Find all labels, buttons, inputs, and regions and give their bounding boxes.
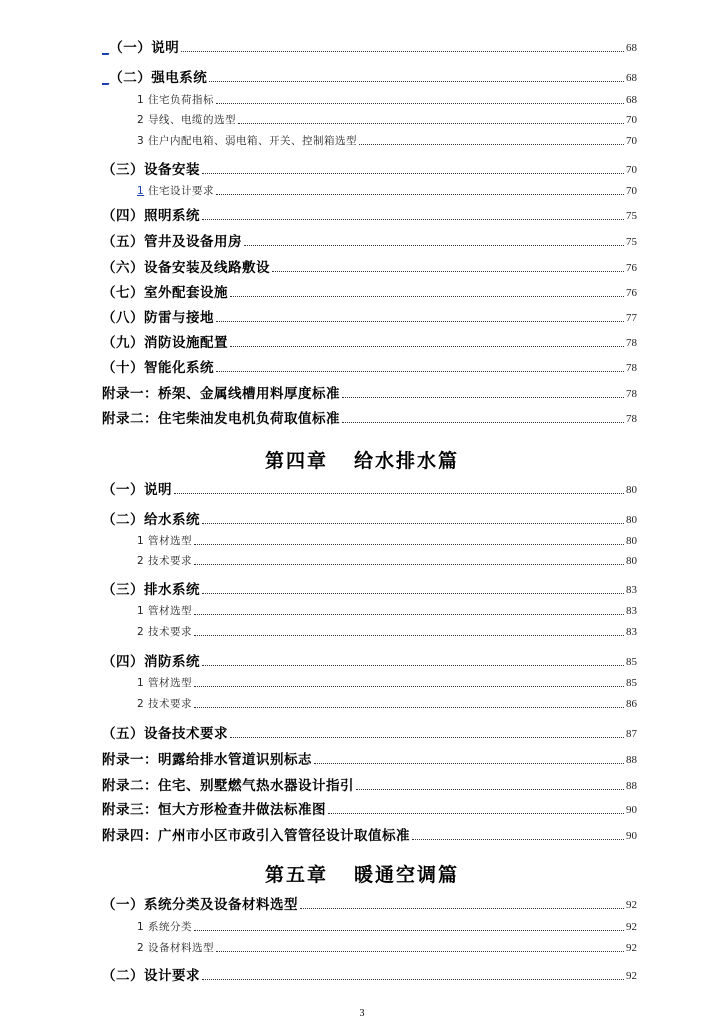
- toc-entry[interactable]: [102, 384, 637, 402]
- toc-entry-title: [102, 411, 340, 427]
- toc-entry-page: 80: [626, 555, 637, 567]
- toc-entry[interactable]: [102, 409, 637, 427]
- dot-leader: [342, 396, 624, 398]
- toc-entry-title: [102, 778, 354, 794]
- toc-entry-text: 2 导线、电缆的选型: [137, 114, 237, 126]
- toc-entry-page: 90: [626, 804, 637, 816]
- dot-leader: [194, 634, 624, 636]
- toc-entry[interactable]: [102, 333, 637, 351]
- dot-leader: [216, 193, 624, 195]
- dot-leader: [244, 244, 624, 246]
- toc-entry[interactable]: [137, 938, 637, 956]
- toc-entry-page: 75: [626, 210, 637, 222]
- dot-leader: [356, 788, 624, 790]
- page-number: 3: [359, 1008, 365, 1019]
- dot-leader: [230, 295, 624, 297]
- toc-entry-title: [102, 968, 200, 984]
- toc-entry[interactable]: [137, 673, 637, 691]
- toc-entry[interactable]: [137, 131, 637, 149]
- dot-leader: [230, 736, 624, 738]
- link-marker[interactable]: _: [102, 70, 110, 86]
- dot-leader: [216, 102, 624, 104]
- dot-leader: [359, 143, 624, 145]
- dot-leader: [202, 978, 624, 980]
- toc-entry-text: 附录一：明露给排水管道识别标志: [102, 752, 312, 768]
- toc-entry-text: （五）设备技术要求: [102, 726, 228, 742]
- dot-leader: [194, 929, 624, 931]
- toc-entry-title: [102, 512, 200, 528]
- toc-entry[interactable]: [102, 580, 637, 598]
- dot-leader: [300, 907, 624, 909]
- toc-entry-text: 附录二：住宅、别墅燃气热水器设计指引: [102, 778, 354, 794]
- toc-entry[interactable]: [137, 181, 637, 199]
- dot-leader: [216, 370, 624, 372]
- toc-entry-title: [137, 533, 192, 549]
- toc-entry-page: 75: [626, 236, 637, 248]
- toc-entry[interactable]: [102, 776, 637, 794]
- toc-entry[interactable]: [102, 800, 637, 818]
- toc-entry[interactable]: [102, 283, 637, 301]
- toc-entry[interactable]: [137, 694, 637, 712]
- toc-entry-page: 92: [626, 970, 637, 982]
- toc-entry-page: 85: [626, 677, 637, 689]
- toc-entry-text: 2 设备材料选型: [137, 942, 215, 954]
- toc-entry-text: 附录四：广州市小区市政引入管管径设计取值标准: [102, 828, 410, 844]
- toc-entry-text: （三）设备安装: [102, 162, 200, 178]
- toc-entry-title: [137, 919, 192, 935]
- dot-leader: [314, 762, 624, 764]
- toc-entry-text: 附录二：住宅柴油发电机负荷取值标准: [102, 411, 340, 427]
- toc-entry-title: [102, 828, 410, 844]
- toc-entry-text: （一）系统分类及设备材料选型: [102, 897, 298, 913]
- toc-entry-page: 80: [626, 535, 637, 547]
- toc-entry[interactable]: [137, 90, 637, 108]
- toc-entry-text: 1 系统分类: [137, 921, 193, 933]
- toc-entry-text: （二）设计要求: [102, 968, 200, 984]
- toc-entry-text: （六）设备安装及线路敷设: [102, 260, 270, 276]
- chapter-title: 暖通空调篇: [354, 864, 460, 886]
- toc-entry[interactable]: [137, 917, 637, 935]
- toc-entry-title: [102, 360, 214, 376]
- dot-leader: [194, 706, 624, 708]
- toc-entry-title: [137, 675, 192, 691]
- toc-entry[interactable]: [102, 750, 637, 768]
- toc-entry-page: 92: [626, 921, 637, 933]
- toc-entry-text: （四）照明系统: [102, 208, 200, 224]
- toc-entry-page: 70: [626, 164, 637, 176]
- toc-entry-title: [102, 752, 312, 768]
- toc-entry-text: （八）防雷与接地: [102, 310, 214, 326]
- toc-entry-title: [137, 940, 214, 956]
- toc-entry-title: [102, 335, 228, 351]
- toc-entry-text: 2 技术要求: [137, 555, 193, 567]
- toc-entry-title: [102, 482, 172, 498]
- chapter-title: 给水排水篇: [354, 450, 460, 472]
- toc-entry-text: （二）强电系统: [109, 70, 208, 86]
- dot-leader: [194, 563, 624, 565]
- toc-entry-page: 68: [626, 42, 637, 54]
- toc-entry-title: [102, 654, 200, 670]
- chapter-number: 第五章: [264, 864, 328, 886]
- toc-entry-page: 88: [626, 754, 637, 766]
- chapter-number: 第四章: [264, 450, 328, 472]
- toc-entry[interactable]: [137, 601, 637, 619]
- toc-entry-title: [102, 40, 179, 56]
- toc-entry-title: [137, 112, 236, 128]
- toc-entry-title: [137, 553, 192, 569]
- toc-entry-page: 76: [626, 287, 637, 299]
- toc-entry[interactable]: [102, 308, 637, 326]
- toc-entry-page: 68: [626, 72, 637, 84]
- toc-entry-page: 86: [626, 698, 637, 710]
- toc-entry-title: [137, 133, 357, 149]
- toc-entry-page: 88: [626, 780, 637, 792]
- toc-entry-text: （一）说明: [102, 482, 172, 498]
- toc-entry-text: （三）排水系统: [102, 582, 200, 598]
- toc-entry-page: 83: [626, 626, 637, 638]
- toc-entry-title: [137, 92, 214, 108]
- dot-leader: [174, 492, 624, 494]
- toc-entry[interactable]: [102, 206, 637, 224]
- toc-entry-page: 70: [626, 135, 637, 147]
- toc-entry[interactable]: [102, 510, 637, 528]
- toc-entry-page: 85: [626, 656, 637, 668]
- toc-entry-page: 80: [626, 484, 637, 496]
- toc-entry-page: 92: [626, 899, 637, 911]
- toc-entry-page: 78: [626, 413, 637, 425]
- toc-entry-page: 90: [626, 830, 637, 842]
- dot-leader: [230, 345, 624, 347]
- toc-entry[interactable]: [137, 110, 637, 128]
- toc-entry-title: [102, 310, 214, 326]
- toc-entry-text: （九）消防设施配置: [102, 335, 228, 351]
- toc-entry-text: 2 技术要求: [137, 626, 193, 638]
- dot-leader: [272, 270, 624, 272]
- toc-entry[interactable]: [102, 258, 637, 276]
- dot-leader: [202, 218, 624, 220]
- toc-entry-text: 1 管材选型: [137, 605, 193, 617]
- dot-leader: [342, 421, 624, 423]
- toc-entry-title: [102, 386, 340, 402]
- toc-entry-title: [102, 234, 242, 250]
- dot-leader: [194, 685, 624, 687]
- toc-entry-text: 住宅设计要求: [144, 185, 215, 197]
- toc-entry-text: （七）室外配套设施: [102, 285, 228, 301]
- toc-entry[interactable]: [137, 551, 637, 569]
- dot-leader: [202, 664, 624, 666]
- toc-entry[interactable]: [102, 966, 637, 984]
- toc-entry[interactable]: [102, 232, 637, 250]
- dot-leader: [194, 613, 624, 615]
- toc-entry-title: [102, 162, 200, 178]
- toc-entry-text: （十）智能化系统: [102, 360, 214, 376]
- toc-entry-title: [137, 183, 214, 199]
- toc-entry[interactable]: [102, 68, 637, 86]
- dot-leader: [202, 592, 624, 594]
- toc-entry-title: [137, 603, 192, 619]
- toc-entry-page: 70: [626, 114, 637, 126]
- dot-leader: [328, 812, 624, 814]
- toc-entry[interactable]: [137, 622, 637, 640]
- link-marker[interactable]: _: [102, 40, 110, 56]
- toc-entry-text: 2 技术要求: [137, 698, 193, 710]
- toc-entry-text: 1 住宅负荷指标: [137, 94, 215, 106]
- toc-entry-title: [102, 582, 200, 598]
- toc-entry[interactable]: [102, 480, 637, 498]
- chapter-heading: [0, 446, 724, 473]
- toc-entry-text: 1 管材选型: [137, 535, 193, 547]
- toc-entry-page: 76: [626, 262, 637, 274]
- toc-entry[interactable]: [102, 724, 637, 742]
- dot-leader: [202, 522, 624, 524]
- toc-entry-page: 68: [626, 94, 637, 106]
- toc-entry-page: 77: [626, 312, 637, 324]
- toc-entry-text: （二）给水系统: [102, 512, 200, 528]
- toc-entry[interactable]: [102, 652, 637, 670]
- link-marker[interactable]: 1: [137, 185, 145, 197]
- toc-entry-title: [137, 696, 192, 712]
- toc-entry-page: 87: [626, 728, 637, 740]
- dot-leader: [202, 172, 624, 174]
- toc-entry-page: 70: [626, 185, 637, 197]
- toc-entry-page: 92: [626, 942, 637, 954]
- toc-entry-text: 附录一：桥架、金属线槽用料厚度标准: [102, 386, 340, 402]
- dot-leader: [216, 320, 624, 322]
- toc-entry-title: [102, 802, 326, 818]
- toc-entry-page: 78: [626, 337, 637, 349]
- toc-entry-page: 83: [626, 584, 637, 596]
- toc-entry-title: [102, 285, 228, 301]
- toc-entry-title: [102, 726, 228, 742]
- toc-entry-text: 附录三：恒大方形检查井做法标准图: [102, 802, 326, 818]
- dot-leader: [216, 950, 624, 952]
- dot-leader: [194, 543, 624, 545]
- toc-entry[interactable]: [102, 895, 637, 913]
- chapter-heading: [0, 860, 724, 887]
- toc-entry[interactable]: [137, 531, 637, 549]
- dot-leader: [412, 838, 624, 840]
- toc-entry-text: 3 住户内配电箱、弱电箱、开关、控制箱选型: [137, 135, 358, 147]
- toc-entry-text: （五）管井及设备用房: [102, 234, 242, 250]
- toc-entry-title: [102, 208, 200, 224]
- dot-leader: [209, 80, 624, 82]
- dot-leader: [238, 122, 624, 124]
- toc-entry[interactable]: [102, 358, 637, 376]
- toc-entry-title: [102, 897, 298, 913]
- toc-entry-page: 83: [626, 605, 637, 617]
- toc-entry[interactable]: [102, 160, 637, 178]
- toc-entry-text: （四）消防系统: [102, 654, 200, 670]
- toc-entry-page: 80: [626, 514, 637, 526]
- toc-entry-title: [137, 624, 192, 640]
- toc-entry-page: 78: [626, 388, 637, 400]
- toc-entry[interactable]: [102, 38, 637, 56]
- toc-entry-title: [102, 260, 270, 276]
- toc-entry-text: 1 管材选型: [137, 677, 193, 689]
- toc-entry-text: （一）说明: [109, 40, 180, 56]
- toc-entry-title: [102, 70, 207, 86]
- toc-entry-page: 78: [626, 362, 637, 374]
- dot-leader: [181, 50, 624, 52]
- toc-entry[interactable]: [102, 826, 637, 844]
